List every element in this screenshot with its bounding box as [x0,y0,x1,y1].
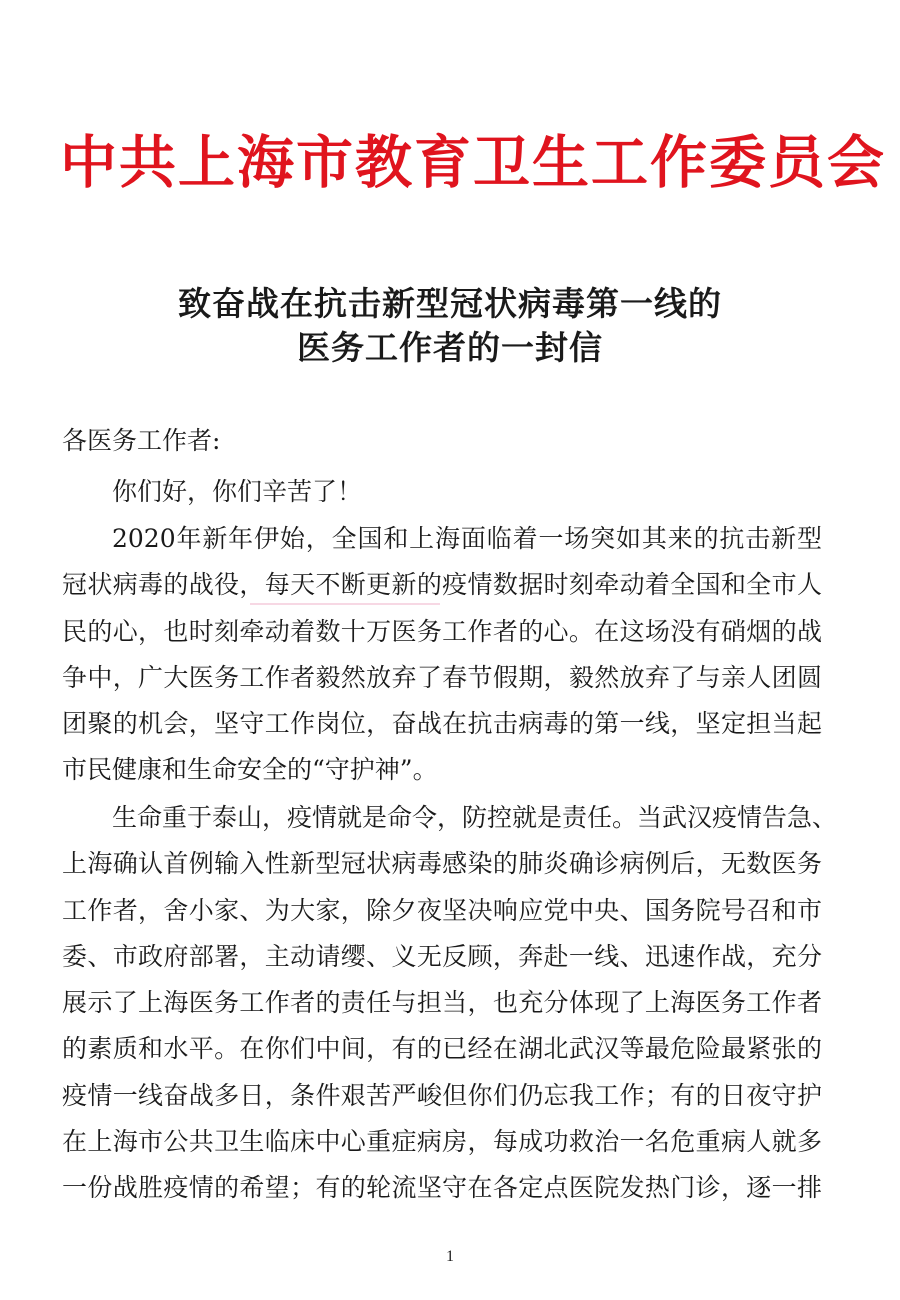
paragraph-line: 工作者，舍小家、为大家，除夕夜坚决响应党中央、国务院号召和市 [62,895,822,925]
paragraph-line: 团聚的机会，坚守工作岗位，奋战在抗击病毒的第一线，坚定担当起 [62,709,822,739]
paragraph-line: 疫情一线奋战多日，条件艰苦严峻但你们仍忘我工作；有的日夜守护 [62,1080,822,1110]
paragraph-greeting [62,469,822,515]
paragraph-line: 2020年新年伊始，全国和上海面临着一场突如其来的抗击新型 [112,524,822,553]
paragraph-line: 争中，广大医务工作者毅然放弃了春节假期，毅然放弃了与亲人团圆 [62,662,822,692]
paragraph-line: 生命重于泰山，疫情就是命令，防控就是责任。当武汉疫情告急、 [112,803,838,832]
paragraph-line: 你们好，你们辛苦了！ [112,477,363,506]
paragraph-line: 民的心，也时刻牵动着数十万医务工作者的心。在这场没有硝烟的战 [62,616,822,646]
paragraph-line: 一份战胜疫情的希望；有的轮流坚守在各定点医院发热门诊，逐一排 [62,1173,822,1203]
paragraph-line: 在上海市公共卫生临床中心重症病房，每成功救治一名危重病人就多 [62,1127,822,1157]
page-number: 1 [446,1248,454,1265]
letter-title-line-1: 致奋战在抗击新型冠状病毒第一线的 [178,284,722,323]
paragraph-background [62,516,822,794]
paragraph-line: 的素质和水平。在你们中间，有的已经在湖北武汉等最危险最紧张的 [62,1034,822,1064]
paragraph-line: 冠状病毒的战役，每天不断更新的疫情数据时刻牵动着全国和全市人 [62,570,822,600]
paragraph-dedication [62,795,838,1212]
letter-title-line-2: 医务工作者的一封信 [297,328,603,367]
paragraph-line: 委、市政府部署，主动请缨、义无反顾，奔赴一线、迅速作战，充分 [62,941,822,971]
letterhead-organization: 中共上海市教育卫生工作委员会 [60,129,886,196]
paragraph-line: 展示了上海医务工作者的责任与担当，也充分体现了上海医务工作者 [62,988,822,1018]
salutation: 各医务工作者: [62,426,221,455]
paragraph-line: 上海确认首例输入性新型冠状病毒感染的肺炎确诊病例后，无数医务 [62,849,822,879]
paragraph-line: 市民健康和生命安全的“守护神”。 [62,755,438,785]
